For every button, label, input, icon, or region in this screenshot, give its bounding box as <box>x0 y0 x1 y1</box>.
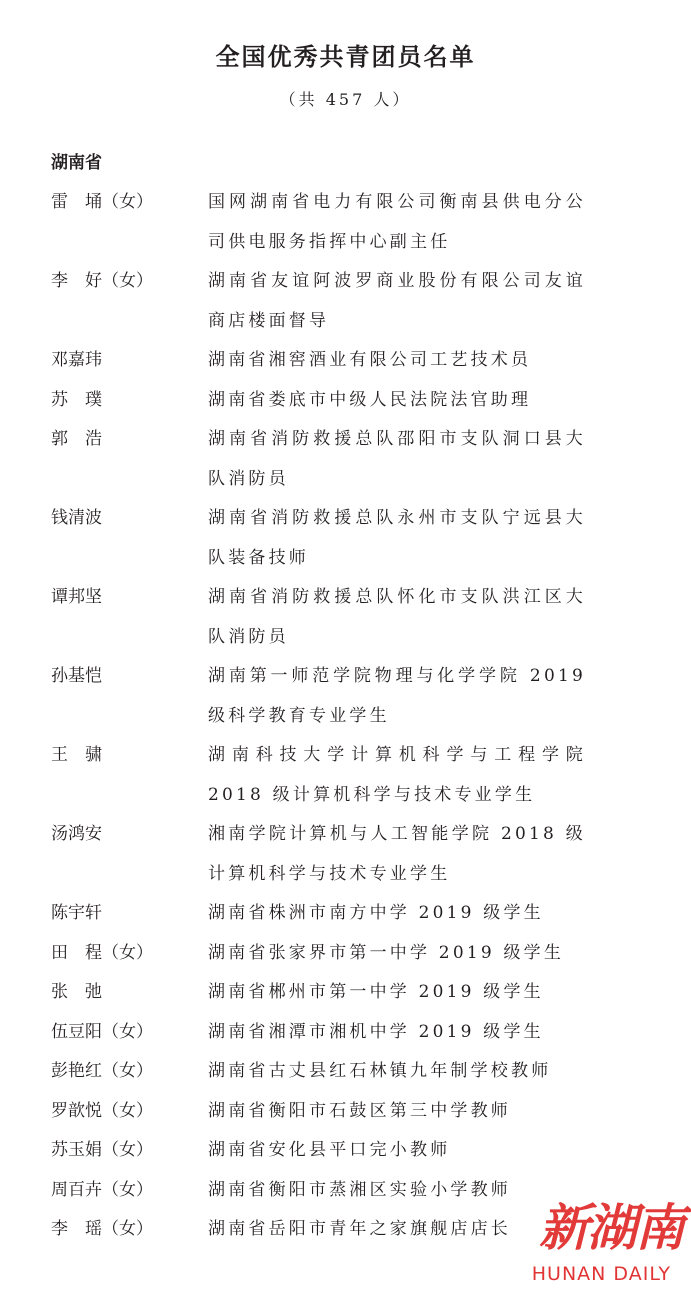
list-item <box>0 183 691 262</box>
list-item <box>0 341 691 381</box>
honoree-organization: 湖南省湘窖酒业有限公司工艺技术员 <box>208 350 532 370</box>
honoree-organization: 湖南省消防救援总队永州市支队宁远县大队装备技师 <box>208 508 586 568</box>
logo-subtitle: HUNAN DAILY <box>531 1263 671 1285</box>
honoree-organization: 湖南省安化县平口完小教师 <box>208 1140 451 1160</box>
honoree-organization: 湖南省衡阳市石鼓区第三中学教师 <box>208 1100 511 1121</box>
honoree-name: 汤鸿安 <box>51 824 102 844</box>
province-heading: 湖南省 <box>51 153 102 173</box>
honoree-name: 钱清波 <box>51 508 102 528</box>
honoree-name: 苏玉娟（女） <box>51 1140 153 1160</box>
logo-wordmark: 新湖南 <box>539 1198 683 1257</box>
list-item <box>0 736 691 815</box>
list-item <box>0 973 691 1013</box>
honoree-organization: 湖南省张家界市第一中学 2019 级学生 <box>208 942 565 963</box>
document-subtitle: （共 457 人） <box>279 90 412 109</box>
honoree-name: 苏 璞 <box>51 389 102 410</box>
honoree-organization: 湖南省消防救援总队怀化市支队洪江区大队消防员 <box>208 587 586 647</box>
list-item <box>0 262 691 341</box>
honoree-name: 邓嘉玮 <box>51 350 102 370</box>
document-title: 全国优秀共青团员名单 <box>215 43 476 71</box>
honoree-name: 雷 埇（女） <box>51 192 153 212</box>
honoree-organization: 湘南学院计算机与人工智能学院 2018 级计算机科学与技术专业学生 <box>208 824 586 884</box>
list-item <box>0 420 691 499</box>
honoree-name: 田 程（女） <box>51 942 153 963</box>
honoree-organization: 湖南省友谊阿波罗商业股份有限公司友谊商店楼面督导 <box>208 271 586 331</box>
list-item <box>0 1052 691 1092</box>
honoree-name: 彭艳红（女） <box>51 1061 153 1081</box>
honoree-organization: 湖南省消防救援总队邵阳市支队洞口县大队消防员 <box>208 429 586 489</box>
list-item <box>0 815 691 894</box>
honoree-organization: 湖南第一师范学院物理与化学学院 2019 级科学教育专业学生 <box>208 666 586 726</box>
honoree-organization: 湖南省古丈县红石林镇九年制学校教师 <box>208 1061 552 1081</box>
honoree-name: 李 瑶（女） <box>51 1219 153 1239</box>
list-item <box>0 657 691 736</box>
list-item <box>0 578 691 657</box>
honoree-organization: 湖南省娄底市中级人民法院法官助理 <box>208 389 532 410</box>
honoree-organization: 湖南省郴州市第一中学 2019 级学生 <box>208 982 544 1002</box>
honoree-name: 郭 浩 <box>51 429 102 449</box>
honoree-name: 孙基恺 <box>51 666 102 686</box>
list-item <box>0 1131 691 1171</box>
honoree-organization: 湖南省衡阳市蒸湘区实验小学教师 <box>208 1179 511 1200</box>
honoree-name: 周百卉（女） <box>51 1179 153 1200</box>
list-item <box>0 1092 691 1132</box>
honoree-organization: 湖南省湘潭市湘机中学 2019 级学生 <box>208 1021 544 1042</box>
list-item <box>0 381 691 421</box>
honoree-name: 谭邦坚 <box>51 587 102 607</box>
honoree-name: 陈宇轩 <box>51 903 102 923</box>
honoree-list <box>0 183 691 1250</box>
list-item <box>0 894 691 934</box>
list-item <box>0 499 691 578</box>
honoree-name: 罗歆悦（女） <box>51 1100 153 1121</box>
honoree-name: 王 骕 <box>51 745 102 765</box>
honoree-organization: 湖南省株洲市南方中学 2019 级学生 <box>208 903 544 923</box>
hunan-daily-watermark-logo <box>503 1196 683 1296</box>
honoree-organization: 国网湖南省电力有限公司衡南县供电分公司供电服务指挥中心副主任 <box>208 192 586 252</box>
list-item <box>0 1013 691 1053</box>
list-item <box>0 934 691 974</box>
honoree-organization: 湖南省岳阳市青年之家旗舰店店长 <box>208 1219 511 1239</box>
honoree-organization: 湖南科技大学计算机科学与工程学院 2018 级计算机科学与技术专业学生 <box>208 745 586 805</box>
honoree-name: 张 弛 <box>51 982 102 1002</box>
honoree-name: 伍豆阳（女） <box>51 1021 153 1042</box>
honoree-name: 李 好（女） <box>51 271 153 291</box>
